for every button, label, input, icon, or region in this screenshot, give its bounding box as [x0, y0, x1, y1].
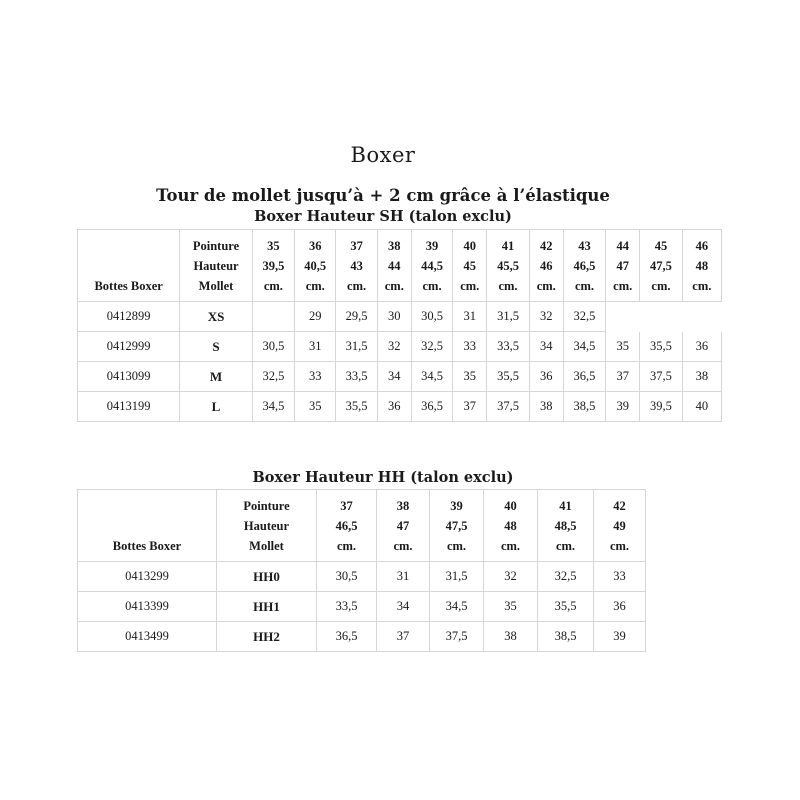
value-cell: 39 — [606, 392, 640, 422]
size-unit: cm. — [692, 278, 712, 293]
size-unit: cm. — [336, 538, 357, 553]
value-cell: 34,5 — [563, 332, 605, 362]
page-title: Boxer — [350, 143, 416, 167]
header-size — [563, 230, 605, 302]
table-row — [78, 562, 646, 592]
value-cell: 38,5 — [563, 392, 605, 422]
size-number: 38 — [396, 498, 410, 513]
header-size — [640, 230, 682, 302]
header-size — [377, 490, 430, 562]
size-number: 41 — [501, 238, 515, 253]
size-unit: cm. — [609, 538, 630, 553]
value-cell: 35,5 — [640, 332, 682, 362]
header-hauteur: Hauteur — [193, 258, 239, 273]
size-number: 39 — [450, 498, 463, 513]
value-cell: 32 — [377, 332, 411, 362]
value-cell: 34 — [377, 362, 411, 392]
value-cell: 36 — [377, 392, 411, 422]
value-cell: 32,5 — [252, 362, 294, 392]
size-unit: cm. — [651, 278, 671, 293]
value-cell — [252, 302, 294, 332]
value-cell: 31 — [377, 562, 430, 592]
value-cell: 33,5 — [317, 592, 377, 622]
value-cell: 34 — [377, 592, 430, 622]
value-cell: 32,5 — [411, 332, 452, 362]
size-height: 47,5 — [650, 258, 672, 273]
value-cell: 32 — [529, 302, 563, 332]
size-height: 39,5 — [262, 258, 285, 273]
header-size — [317, 490, 377, 562]
size-table-hh — [77, 489, 646, 652]
size-height: 48 — [504, 518, 517, 533]
value-cell: 30,5 — [411, 302, 452, 332]
size-cell: XS — [180, 302, 252, 332]
table-header-row — [78, 490, 646, 562]
size-cell: M — [180, 362, 252, 392]
size-number: 39 — [425, 238, 439, 253]
value-cell: 35,5 — [487, 362, 529, 392]
value-cell: 34 — [529, 332, 563, 362]
size-height: 46,5 — [335, 518, 358, 533]
header-bottes-boxer: Bottes Boxer — [78, 490, 217, 562]
size-unit: cm. — [613, 278, 633, 293]
ref-cell: 0413399 — [78, 592, 217, 622]
size-cell: HH0 — [217, 562, 317, 592]
table-row — [78, 622, 646, 652]
size-height: 44 — [388, 258, 401, 273]
value-cell: 35,5 — [336, 392, 377, 422]
value-cell: 29,5 — [336, 302, 377, 332]
value-cell: 37 — [453, 392, 487, 422]
empty-cell — [606, 302, 640, 332]
header-bottes-boxer: Bottes Boxer — [78, 230, 180, 302]
size-height: 45 — [463, 258, 476, 273]
size-unit: cm. — [422, 278, 442, 293]
ref-cell: 0412999 — [78, 332, 180, 362]
size-unit: cm. — [263, 278, 283, 293]
size-number: 40 — [504, 498, 517, 513]
size-unit: cm. — [347, 278, 367, 293]
header-size — [336, 230, 377, 302]
size-height: 40,5 — [304, 258, 327, 273]
size-height: 48 — [695, 258, 709, 273]
value-cell: 34,5 — [252, 392, 294, 422]
value-cell: 36 — [594, 592, 646, 622]
header-size — [377, 230, 411, 302]
size-unit: cm. — [574, 278, 595, 293]
size-number: 37 — [350, 238, 363, 253]
empty-cell — [640, 302, 682, 332]
size-height: 44,5 — [421, 258, 443, 273]
value-cell: 38,5 — [538, 622, 594, 652]
size-unit: cm. — [555, 538, 576, 553]
value-cell: 30,5 — [317, 562, 377, 592]
size-height: 48,5 — [554, 518, 577, 533]
ref-cell: 0413299 — [78, 562, 217, 592]
header-size — [430, 490, 484, 562]
value-cell: 33 — [594, 562, 646, 592]
size-height: 47,5 — [445, 518, 468, 533]
header-size — [594, 490, 646, 562]
value-cell: 39,5 — [640, 392, 682, 422]
size-unit: cm. — [305, 278, 325, 293]
size-number: 42 — [613, 498, 626, 513]
value-cell: 31 — [453, 302, 487, 332]
size-height: 46 — [539, 258, 553, 273]
page-subtitle: Tour de mollet jusqu’à + 2 cm grâce à l’élastique — [156, 186, 610, 205]
value-cell: 31,5 — [487, 302, 529, 332]
table-row — [78, 392, 722, 422]
size-unit: cm. — [536, 278, 556, 293]
header-size — [538, 490, 594, 562]
header-pointure: Pointure — [192, 238, 240, 253]
table-row — [78, 332, 722, 362]
header-size — [682, 230, 721, 302]
value-cell: 33,5 — [487, 332, 529, 362]
size-unit: cm. — [384, 278, 404, 293]
size-height: 49 — [613, 518, 626, 533]
header-mollet: Mollet — [198, 278, 234, 293]
size-unit: cm. — [393, 538, 413, 553]
value-cell: 35 — [295, 392, 336, 422]
value-cell: 39 — [594, 622, 646, 652]
size-number: 43 — [578, 238, 591, 253]
size-height: 47 — [396, 518, 410, 533]
value-cell: 34,5 — [430, 592, 484, 622]
size-unit: cm. — [500, 538, 521, 553]
header-size — [411, 230, 452, 302]
table-row — [78, 302, 722, 332]
value-cell: 31 — [295, 332, 336, 362]
size-height: 47 — [616, 258, 629, 273]
size-cell: HH2 — [217, 622, 317, 652]
header-size — [453, 230, 487, 302]
value-cell: 37,5 — [430, 622, 484, 652]
table-hh-caption: Boxer Hauteur HH (talon exclu) — [252, 469, 514, 486]
size-cell: S — [180, 332, 252, 362]
value-cell: 30 — [377, 302, 411, 332]
value-cell: 32,5 — [538, 562, 594, 592]
size-number: 41 — [559, 498, 572, 513]
header-pointure-hauteur-mollet — [180, 230, 252, 302]
value-cell: 36,5 — [563, 362, 605, 392]
header-pointure: Pointure — [243, 498, 290, 513]
value-cell: 38 — [682, 362, 721, 392]
table-row — [78, 362, 722, 392]
header-hauteur: Hauteur — [243, 518, 290, 533]
value-cell: 37 — [606, 362, 640, 392]
header-size — [252, 230, 294, 302]
size-number: 46 — [695, 238, 709, 253]
ref-cell: 0412899 — [78, 302, 180, 332]
value-cell: 35 — [453, 362, 487, 392]
value-cell: 36 — [529, 362, 563, 392]
size-number: 36 — [308, 238, 322, 253]
value-cell: 33 — [453, 332, 487, 362]
size-cell: L — [180, 392, 252, 422]
value-cell: 29 — [295, 302, 336, 332]
size-unit: cm. — [460, 278, 480, 293]
size-unit: cm. — [446, 538, 467, 553]
table-header-row — [78, 230, 722, 302]
size-number: 45 — [654, 238, 668, 253]
size-number: 37 — [340, 498, 353, 513]
ref-cell: 0413199 — [78, 392, 180, 422]
size-height: 46,5 — [573, 258, 596, 273]
value-cell: 37,5 — [640, 362, 682, 392]
ref-cell: 0413099 — [78, 362, 180, 392]
value-cell: 30,5 — [252, 332, 294, 362]
value-cell: 31,5 — [430, 562, 484, 592]
header-mollet: Mollet — [249, 538, 284, 553]
size-height: 45,5 — [497, 258, 519, 273]
value-cell: 40 — [682, 392, 721, 422]
value-cell: 31,5 — [336, 332, 377, 362]
value-cell: 36,5 — [317, 622, 377, 652]
size-number: 42 — [539, 238, 553, 253]
size-number: 40 — [463, 238, 476, 253]
value-cell: 32 — [484, 562, 538, 592]
table-row — [78, 592, 646, 622]
size-unit: cm. — [498, 278, 518, 293]
size-cell: HH1 — [217, 592, 317, 622]
value-cell: 32,5 — [563, 302, 605, 332]
value-cell: 33 — [295, 362, 336, 392]
value-cell: 35 — [484, 592, 538, 622]
size-table-sh — [77, 229, 722, 422]
size-number: 44 — [616, 238, 629, 253]
empty-cell — [682, 302, 721, 332]
value-cell: 36,5 — [411, 392, 452, 422]
table-sh-caption: Boxer Hauteur SH (talon exclu) — [254, 208, 512, 225]
size-number: 35 — [267, 238, 280, 253]
value-cell: 37 — [377, 622, 430, 652]
value-cell: 38 — [529, 392, 563, 422]
header-size — [484, 490, 538, 562]
value-cell: 37,5 — [487, 392, 529, 422]
ref-cell: 0413499 — [78, 622, 217, 652]
value-cell: 35 — [606, 332, 640, 362]
header-size — [487, 230, 529, 302]
header-size — [529, 230, 563, 302]
size-number: 38 — [388, 238, 401, 253]
value-cell: 35,5 — [538, 592, 594, 622]
value-cell: 33,5 — [336, 362, 377, 392]
value-cell: 36 — [682, 332, 721, 362]
size-height: 43 — [350, 258, 363, 273]
value-cell: 34,5 — [411, 362, 452, 392]
header-size — [606, 230, 640, 302]
header-size — [295, 230, 336, 302]
header-pointure-hauteur-mollet — [217, 490, 317, 562]
value-cell: 38 — [484, 622, 538, 652]
